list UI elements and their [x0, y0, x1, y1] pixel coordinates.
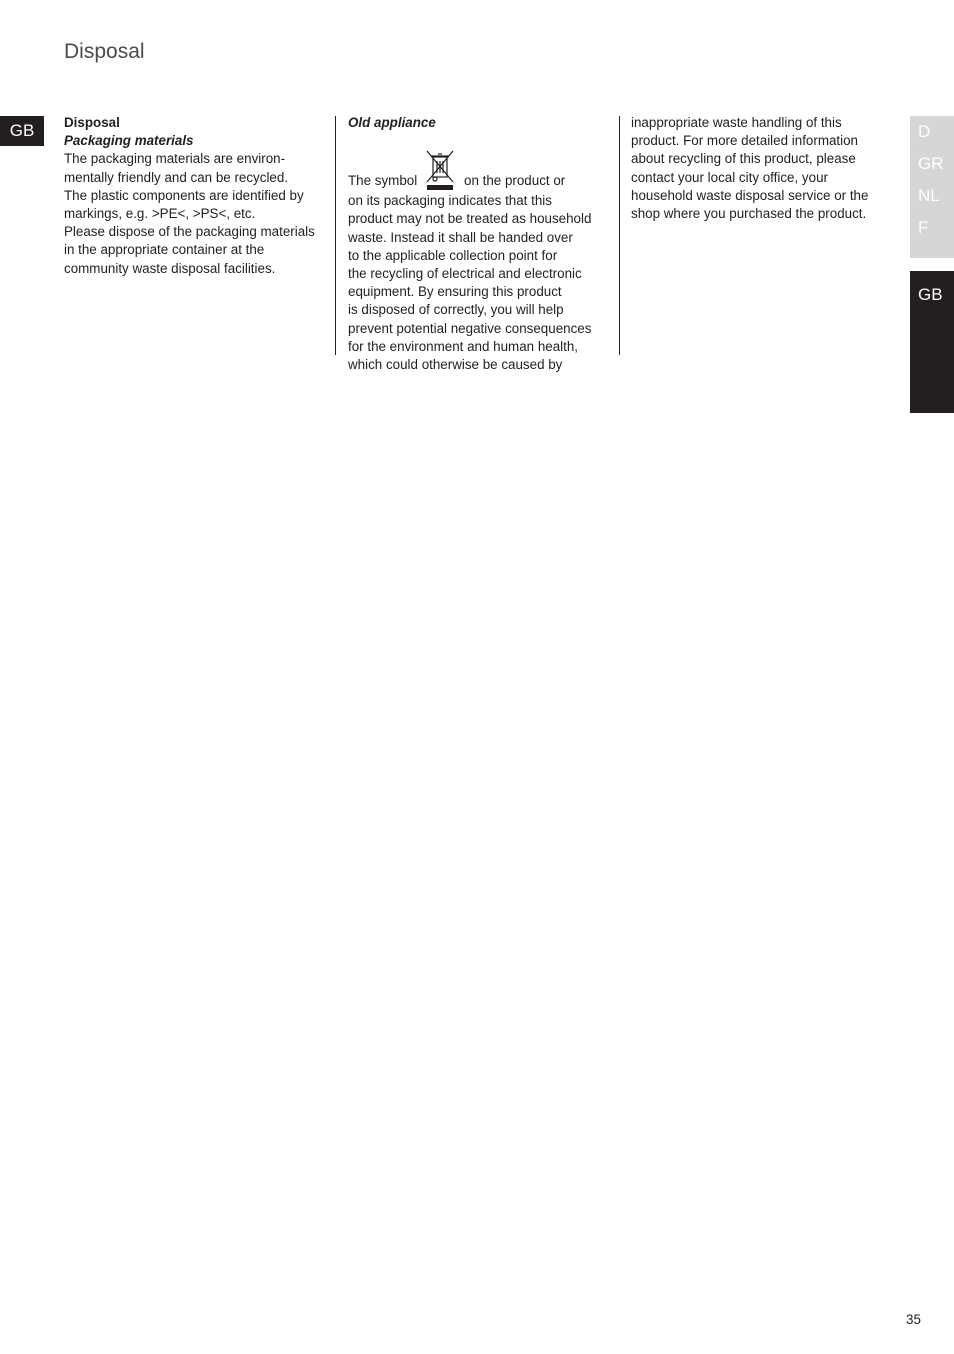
- language-tab-gb: GB: [918, 285, 943, 304]
- column-continued: [631, 114, 893, 223]
- column-old-appliance: [348, 114, 610, 374]
- language-tab-nl: NL: [918, 186, 940, 205]
- symbol-line: [348, 132, 610, 192]
- text-line: to the applicable collection point for: [348, 247, 558, 263]
- column-divider: [619, 116, 620, 355]
- crossed-out-wheelie-bin-icon: [424, 148, 456, 190]
- column-divider: [335, 116, 336, 355]
- language-tab-active: [910, 271, 954, 413]
- text-line: in the appropriate container at the: [64, 242, 265, 258]
- text-line: community waste disposal facilities.: [64, 260, 276, 276]
- text-line: the recycling of electrical and electronic: [348, 266, 582, 282]
- text-line: waste. Instead it shall be handed over: [348, 229, 573, 245]
- text-line: The packaging materials are environ-: [64, 151, 286, 167]
- column-packaging: [64, 114, 326, 278]
- text-line: product may not be treated as household: [348, 211, 592, 227]
- text-line: product. For more detailed information: [631, 133, 859, 149]
- language-tab-gb: GB: [0, 116, 44, 146]
- text-line: markings, e.g. >PE<, >PS<, etc.: [64, 206, 256, 222]
- text-line: for the environment and human health,: [348, 338, 579, 354]
- text-line: which could otherwise be caused by: [348, 357, 563, 373]
- language-tab-gr: GR: [918, 154, 944, 173]
- subheading: Packaging materials: [64, 133, 194, 149]
- language-index: [910, 116, 954, 258]
- text-line: is disposed of correctly, you will help: [348, 302, 564, 318]
- text-line: The plastic components are identified by: [64, 187, 304, 203]
- text-line: contact your local city office, your: [631, 169, 828, 185]
- text-line: mentally friendly and can be recycled.: [64, 169, 289, 185]
- text-line: equipment. By ensuring this product: [348, 284, 562, 300]
- subheading: Old appliance: [348, 115, 436, 130]
- section-heading: Disposal: [64, 115, 120, 130]
- text-line: shop where you purchased the product.: [631, 206, 867, 222]
- language-tab-d: D: [918, 122, 931, 141]
- text-line: on its packaging indicates that this: [348, 193, 552, 209]
- text-line: inappropriate waste handling of this: [631, 115, 842, 130]
- text-fragment: on the product or: [464, 173, 566, 189]
- text-line: household waste disposal service or the: [631, 187, 869, 203]
- text-line: prevent potential negative consequences: [348, 320, 592, 336]
- text-line: Please dispose of the packaging materials: [64, 224, 315, 240]
- page-title: Disposal: [64, 40, 145, 63]
- language-tab-f: F: [918, 218, 929, 237]
- page-number: 35: [906, 1312, 921, 1327]
- text-line: about recycling of this product, please: [631, 151, 856, 167]
- text-fragment: The symbol: [348, 173, 418, 189]
